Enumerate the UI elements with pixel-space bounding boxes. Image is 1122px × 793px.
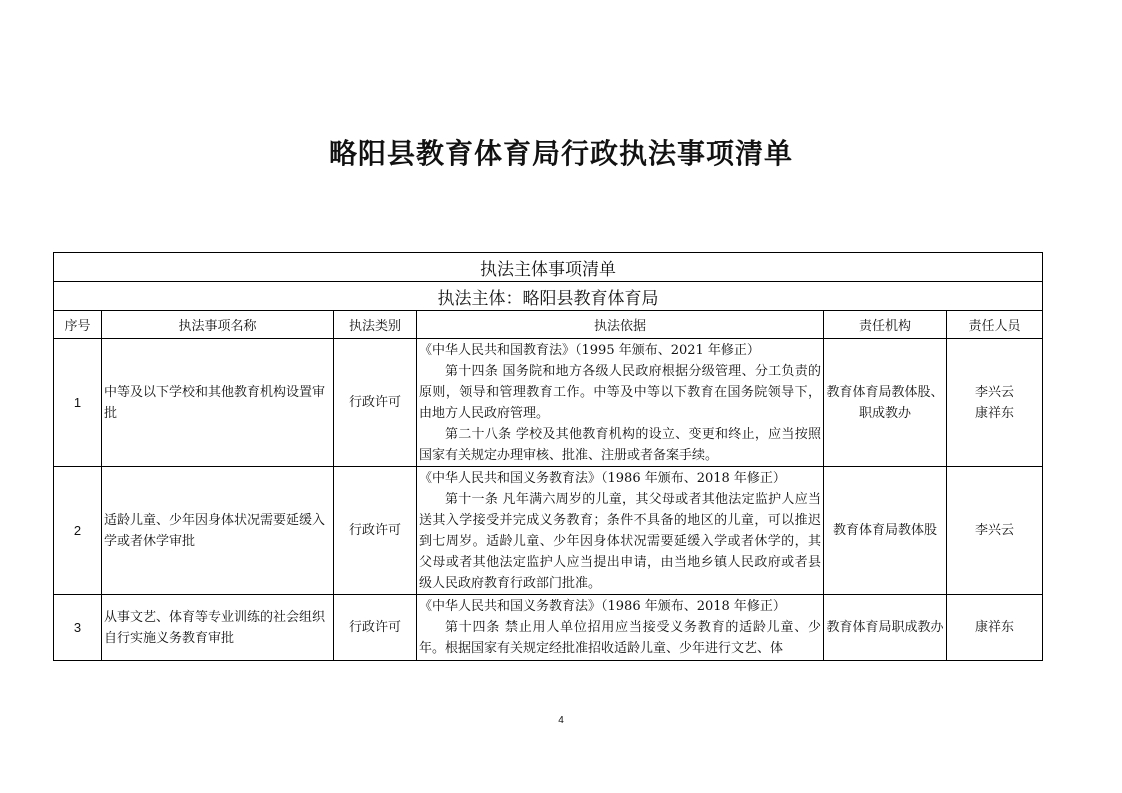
table-row — [54, 339, 1043, 467]
law-article: 第二十八条 学校及其他教育机构的设立、变更和终止，应当按照国家有关规定办理审核、批准、注册或者备案手续。 — [419, 426, 821, 463]
row-people — [947, 339, 1043, 467]
row-org: 教育体育局教体股、职成教办 — [824, 339, 947, 467]
header-category: 执法类别 — [334, 311, 417, 339]
row-org: 教育体育局教体股 — [824, 467, 947, 595]
row-people — [947, 467, 1043, 595]
header-org: 责任机构 — [824, 311, 947, 339]
document-title: 略阳县教育体育局行政执法事项清单 — [328, 137, 793, 170]
enforcement-table — [53, 252, 1043, 661]
row-seq: 1 — [54, 339, 102, 467]
table-row — [54, 467, 1043, 595]
row-item-name: 中等及以下学校和其他教育机构设置审批 — [102, 339, 334, 467]
row-category: 行政许可 — [334, 595, 417, 661]
row-item-name: 适龄儿童、少年因身体状况需要延缓入学或者休学审批 — [102, 467, 334, 595]
header-people: 责任人员 — [947, 311, 1043, 339]
row-seq: 3 — [54, 595, 102, 661]
person-name: 李兴云 — [974, 384, 1014, 400]
row-item-name: 从事文艺、体育等专业训练的社会组织自行实施义务教育审批 — [102, 595, 334, 661]
table-caption: 执法主体事项清单 — [54, 253, 1043, 282]
column-header-row — [54, 311, 1043, 339]
row-category: 行政许可 — [334, 467, 417, 595]
law-title: 《中华人民共和国教育法》（1995 年颁布、2021 年修正） — [419, 342, 760, 358]
law-article: 第十四条 禁止用人单位招用应当接受义务教育的适龄儿童、少年。根据国家有关规定经批准招收适龄儿童、少年进行文艺、体 — [419, 620, 821, 656]
row-basis — [417, 339, 824, 467]
law-title: 《中华人民共和国义务教育法》（1986 年颁布、2018 年修正） — [419, 599, 786, 614]
row-seq: 2 — [54, 467, 102, 595]
person-name: 康祥东 — [974, 405, 1014, 421]
page-number: 4 — [558, 715, 564, 726]
row-basis — [417, 595, 824, 661]
header-item-name: 执法事项名称 — [102, 311, 334, 339]
row-people — [947, 595, 1043, 661]
row-category: 行政许可 — [334, 339, 417, 467]
person-name: 李兴云 — [974, 523, 1014, 538]
table-row — [54, 595, 1043, 661]
law-article: 第十一条 凡年满六周岁的儿童，其父母或者其他法定监护人应当送其入学接受并完成义务教育；条件不具备的地区的儿童，可以推迟到七周岁。适龄儿童、少年因身体状况需要延缓入学或者休学的，其父母或者其他法定监护人应当提出申请，由当地乡镇人民政府或者县级人民政府教育行政部门批准。 — [419, 491, 821, 591]
row-basis — [417, 467, 824, 595]
header-basis: 执法依据 — [417, 311, 824, 339]
enforcement-subject: 执法主体：略阳县教育体育局 — [54, 282, 1043, 311]
row-org: 教育体育局职成教办 — [824, 595, 947, 661]
law-article: 第十四条 国务院和地方各级人民政府根据分级管理、分工负责的原则，领导和管理教育工作。中等及中等以下教育在国务院领导下，由地方人民政府管理。 — [419, 363, 821, 421]
law-title: 《中华人民共和国义务教育法》（1986 年颁布、2018 年修正） — [419, 470, 786, 486]
header-seq: 序号 — [54, 311, 102, 339]
person-name: 康祥东 — [974, 620, 1014, 635]
